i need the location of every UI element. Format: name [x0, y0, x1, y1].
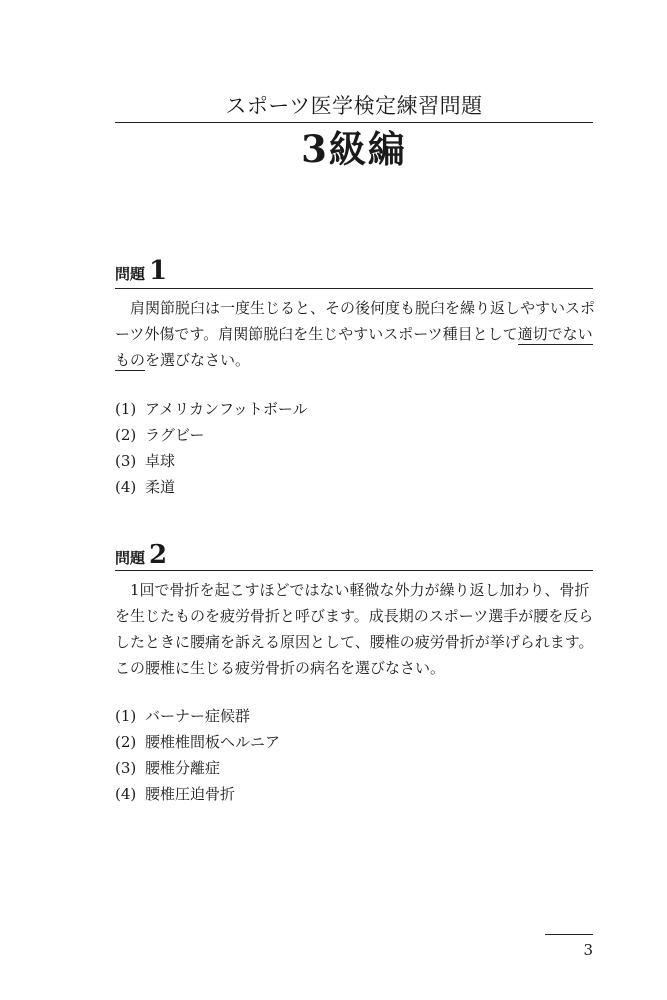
emphasis-underline: もの: [115, 351, 146, 369]
question-2-body: [115, 577, 593, 681]
page-title: 3級編: [301, 127, 407, 171]
question-2-choices: [115, 703, 280, 807]
body-line: この腰椎に生じる疲労骨折の病名を選びなさい。: [115, 659, 446, 677]
choice-item: (2) ラグビー: [115, 426, 205, 444]
choice-item: (4) 腰椎圧迫骨折: [115, 785, 236, 803]
body-line: 肩関節脱臼は一度生じると、その後何度も脱臼を繰り返しやすいスポ: [130, 299, 596, 317]
question-1-divider: [115, 288, 593, 289]
question-1-body: [115, 295, 596, 373]
body-line: 1回で骨折を起こすほどではない軽微な外力が繰り返し加わり、骨折: [130, 581, 590, 599]
question-number: 1: [149, 256, 168, 286]
emphasis-underline: 適切でない: [517, 325, 593, 343]
page-number: 3: [583, 941, 593, 959]
choice-item: (4) 柔道: [115, 478, 176, 496]
choice-item: (1) バーナー症候群: [115, 707, 251, 725]
page-number-rule: [545, 934, 593, 935]
body-line: したときに腰痛を訴える原因として、腰椎の疲労骨折が挙げられます。: [115, 633, 594, 651]
choice-item: (1) アメリカンフットボール: [115, 400, 308, 418]
book-subtitle: スポーツ医学検定練習問題: [225, 94, 483, 118]
question-label: 問題: [115, 265, 146, 283]
question-label: 問題: [115, 549, 146, 567]
question-number: 2: [149, 540, 168, 570]
body-line: ーツ外傷です。肩関節脱臼を生じやすいスポーツ種目として適切でない: [115, 325, 593, 343]
question-2-heading: [115, 542, 167, 571]
header-divider: [115, 122, 593, 123]
body-line: を生じたものを疲労骨折と呼びます。成長期のスポーツ選手が腰を反ら: [115, 607, 594, 625]
choice-item: (2) 腰椎椎間板ヘルニア: [115, 733, 281, 751]
question-1-choices: [115, 396, 308, 500]
question-1-heading: [115, 258, 167, 287]
body-line: ものを選びなさい。: [115, 351, 251, 369]
question-2-divider: [115, 570, 593, 571]
choice-item: (3) 腰椎分離症: [115, 759, 221, 777]
choice-item: (3) 卓球: [115, 452, 176, 470]
